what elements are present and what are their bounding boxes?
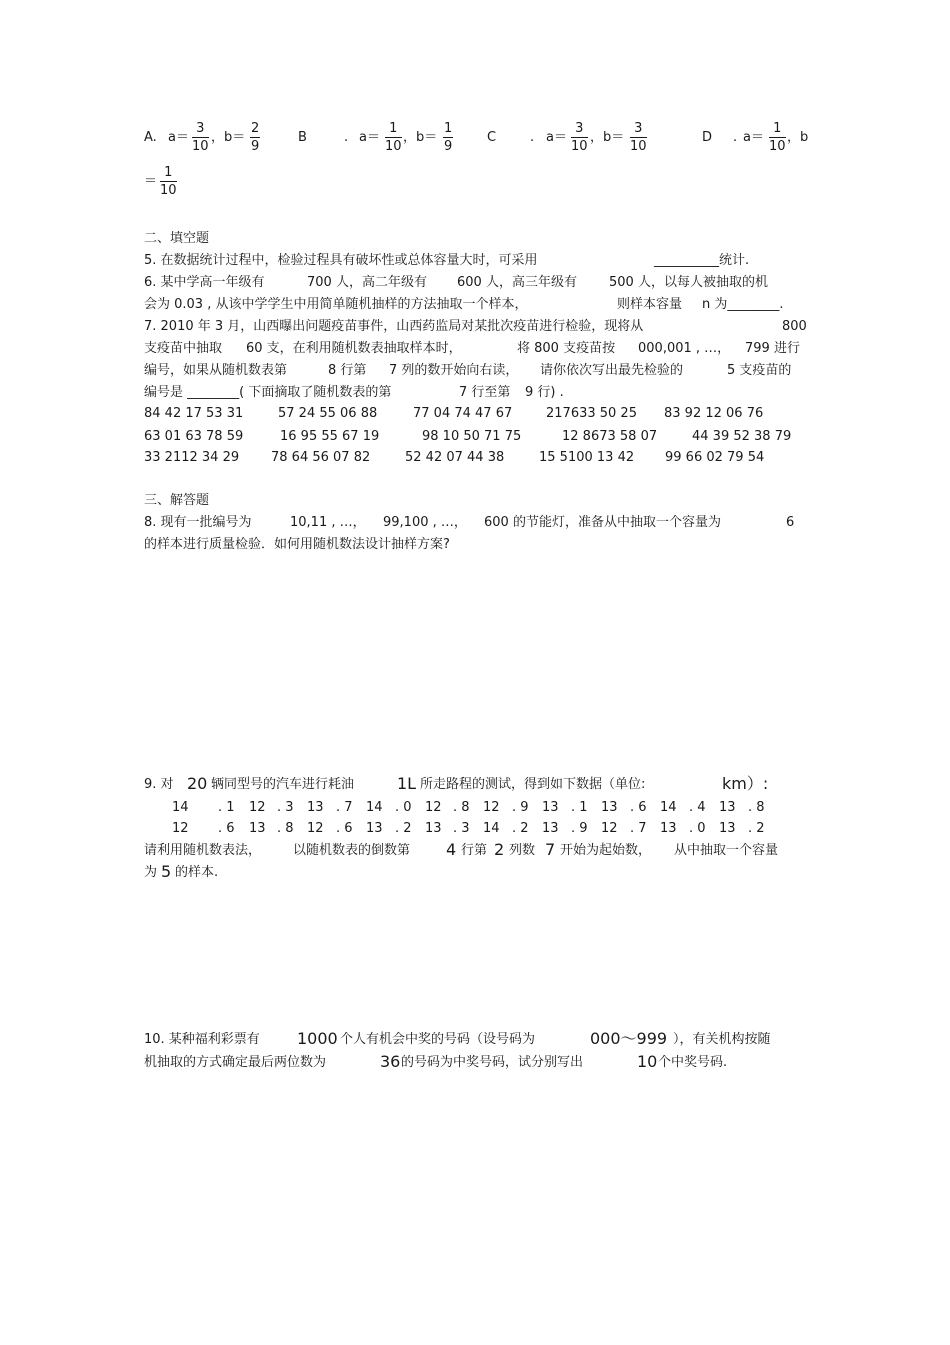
q9-value: . 6 [218, 821, 235, 836]
q9-value: 13 [660, 821, 677, 836]
q10-text-2e: 个中奖号码. [658, 1055, 728, 1070]
q7-text-2a: 支疫苗中抽取 [144, 341, 223, 356]
q7-text-2b: 60 支，在利用随机数表抽取样本时， [246, 341, 462, 356]
table-cell: 98 10 50 71 75 [422, 429, 522, 444]
table-cell: 63 01 63 78 59 [144, 429, 244, 444]
q9-value: 13 [366, 821, 383, 836]
q7-text-3d: 请你依次写出最先检验的 [540, 363, 684, 378]
table-cell: 57 24 55 06 88 [278, 406, 378, 421]
q8-text-1a: 8. 现有一批编号为 [144, 515, 252, 530]
table-cell: 78 64 56 07 82 [271, 450, 371, 465]
q9-value: 13 [249, 821, 266, 836]
q9-text-4c: 4 [446, 840, 457, 859]
table-cell: 99 66 02 79 54 [665, 450, 765, 465]
option-c-dot: . [530, 130, 535, 145]
option-c-b-fraction: $\frac{3}{10}$ [630, 121, 647, 154]
table-cell: 217633 50 25 [546, 406, 637, 421]
option-d-b-fraction: $\frac{1}{10}$ [160, 165, 177, 198]
q9-value: 14 [366, 800, 383, 815]
q9-value: 12 [483, 800, 500, 815]
option-d-continuation: ＝ [144, 174, 158, 189]
q9-value: 13 [425, 821, 442, 836]
q10-text-1d: 000～999 [590, 1029, 668, 1048]
q8-text-1c: 99,100 , …， [383, 515, 467, 530]
q9-value: 12 [307, 821, 324, 836]
q8-text-1d: 600 的节能灯，准备从中抽取一个容量为 [484, 515, 721, 530]
q10-text-2c: 的号码为中奖号码，试分别写出 [401, 1055, 584, 1070]
option-a-a-fraction: $\frac{3}{10}$ [192, 121, 209, 154]
table-cell: 52 42 07 44 38 [405, 450, 505, 465]
option-c-a-fraction: $\frac{3}{10}$ [571, 121, 588, 154]
q9-value: . 1 [218, 800, 235, 815]
table-cell: 33 2112 34 29 [144, 450, 240, 465]
table-cell: 77 04 74 47 67 [413, 406, 513, 421]
option-b-a-fraction: $\frac{1}{10}$ [385, 121, 402, 154]
q9-text-4f: 列数 [509, 843, 536, 858]
q9-text-4i: 从中抽取一个容量 [674, 843, 779, 858]
option-b-b-label: ，b＝ [403, 130, 438, 145]
q6-text-1b: 700 人，高二年级有 [307, 275, 427, 290]
option-c-letter: C [487, 130, 497, 145]
q9-value: . 7 [630, 821, 647, 836]
q9-value: 14 [172, 800, 189, 815]
q9-value: . 6 [336, 821, 353, 836]
q9-text-5c: 的样本. [175, 865, 219, 880]
option-d-a-fraction: $\frac{1}{10}$ [769, 121, 786, 154]
q9-text-1e: 所走路程的测试，得到如下数据（单位: [420, 777, 646, 792]
option-a-b-fraction: $\frac{2}{9}$ [251, 121, 260, 154]
q10-text-2a: 机抽取的方式确定最后两位数为 [144, 1055, 327, 1070]
q7-text-3a: 编号，如果从随机数表第 [144, 363, 288, 378]
q9-value: 13 [601, 800, 618, 815]
q7-text-1b: 800 [782, 319, 807, 334]
q9-text-4g: 7 [545, 840, 556, 859]
option-d-dot: . [733, 130, 738, 145]
q9-value: . 4 [689, 800, 706, 815]
q8-text-1e: 6 [786, 515, 795, 530]
table-cell: 84 42 17 53 31 [144, 406, 244, 421]
q9-text-5b: 5 [161, 862, 172, 881]
q5-text: 5. 在数据统计过程中，检验过程具有破坏性或总体容量大时，可采用 [144, 253, 538, 268]
q6-text-2b: 则样本容量 [617, 297, 683, 312]
q9-value: . 0 [395, 800, 412, 815]
q9-value: 12 [601, 821, 618, 836]
option-b-dot: . [344, 130, 349, 145]
option-d-letter: D [702, 130, 713, 145]
q8-text-1b: 10,11 , …， [290, 515, 366, 530]
option-a-b-label: ，b＝ [211, 130, 246, 145]
option-b-b-fraction: $\frac{1}{9}$ [444, 121, 453, 154]
section-2-heading: 二、填空题 [144, 231, 210, 246]
q7-text-4a: 编号是 ________( 下面摘取了随机数表的第 [144, 385, 392, 400]
q9-value: 13 [719, 821, 736, 836]
q7-text-4b: 7 行至第 [459, 385, 511, 400]
q6-text-1c: 600 人，高三年级有 [457, 275, 577, 290]
q10-text-1e: ），有关机构按随 [673, 1032, 771, 1047]
q9-text-1b: 20 [187, 774, 208, 793]
q9-value: 12 [425, 800, 442, 815]
option-c-a-label: a＝ [546, 130, 567, 145]
q9-value: 13 [542, 800, 559, 815]
q9-value: 14 [483, 821, 500, 836]
q9-value: 13 [542, 821, 559, 836]
q9-value: . 2 [512, 821, 529, 836]
q9-value: . 2 [395, 821, 412, 836]
q9-text-1a: 9. 对 [144, 777, 174, 792]
option-b-a-label: a＝ [359, 130, 380, 145]
q10-text-1c: 个人有机会中奖的号码（设号码为 [340, 1032, 536, 1047]
q9-text-1c: 辆同型号的汽车进行耗油 [211, 777, 355, 792]
q10-text-2b: 36 [380, 1052, 401, 1071]
table-cell: 16 95 55 67 19 [280, 429, 380, 444]
q9-value: 12 [172, 821, 189, 836]
q9-value: . 3 [277, 800, 294, 815]
q8-text-2: 的样本进行质量检验．如何用随机数法设计抽样方案? [144, 537, 450, 552]
q7-text-2c: 将 800 支疫苗按 [517, 341, 616, 356]
q9-text-4d: 行第 [461, 843, 488, 858]
q6-text-2c: n 为________. [702, 297, 784, 312]
option-a-a-label: a＝ [168, 130, 189, 145]
q6-text-1a: 6. 某中学高一年级有 [144, 275, 265, 290]
q9-value: . 7 [336, 800, 353, 815]
option-c-b-label: ，b＝ [590, 130, 625, 145]
q7-text-3c: 7 列的数开始向右读， [389, 363, 519, 378]
q7-text-2d: 000,001 , …， [638, 341, 731, 356]
option-b-letter: B [298, 130, 307, 145]
option-d-a-label: a＝ [743, 130, 764, 145]
q9-value: . 6 [630, 800, 647, 815]
q9-value: . 8 [748, 800, 765, 815]
q9-value: . 9 [512, 800, 529, 815]
q9-value: . 0 [689, 821, 706, 836]
q9-value: 13 [719, 800, 736, 815]
q9-text-5a: 为 [144, 865, 158, 880]
table-cell: 12 8673 58 07 [562, 429, 658, 444]
q7-text-2e: 799 进行 [745, 341, 800, 356]
q9-text-1f: km）: [722, 774, 769, 793]
q5-blank: __________统计. [654, 253, 750, 268]
q7-text-3e: 5 支疫苗的 [727, 363, 792, 378]
q9-text-4h: 开始为起始数， [560, 843, 652, 858]
option-d-b-label: ，b [787, 130, 809, 145]
q7-text-4c: 9 行) . [525, 385, 564, 400]
q6-text-2a: 会为 0.03 , 从该中学学生中用简单随机抽样的方法抽取一个样本， [144, 297, 528, 312]
q9-value: 14 [660, 800, 677, 815]
q7-text-1a: 7. 2010 年 3 月，山西曝出问题疫苗事件，山西药监局对某批次疫苗进行检验，现将从 [144, 319, 644, 334]
q9-text-4e: 2 [494, 840, 505, 859]
q9-value: 12 [249, 800, 266, 815]
q9-value: 13 [307, 800, 324, 815]
q9-text-4a: 请利用随机数表法， [144, 843, 262, 858]
q9-value: . 1 [571, 800, 588, 815]
q9-text-1d: 1L [397, 774, 417, 793]
q9-value: . 2 [748, 821, 765, 836]
q9-value: . 8 [277, 821, 294, 836]
q10-text-1a: 10. 某种福利彩票有 [144, 1032, 260, 1047]
table-cell: 83 92 12 06 76 [664, 406, 764, 421]
q10-text-1b: 1000 [297, 1029, 338, 1048]
table-cell: 15 5100 13 42 [539, 450, 635, 465]
q9-value: . 8 [453, 800, 470, 815]
section-3-heading: 三、解答题 [144, 493, 210, 508]
option-a-letter: A. [144, 130, 157, 145]
table-cell: 44 39 52 38 79 [692, 429, 792, 444]
q9-value: . 9 [571, 821, 588, 836]
q7-text-3b: 8 行第 [328, 363, 367, 378]
q6-text-1d: 500 人，以每人被抽取的机 [609, 275, 768, 290]
q9-text-4b: 以随机数表的倒数第 [293, 843, 411, 858]
q9-value: . 3 [453, 821, 470, 836]
q10-text-2d: 10 [637, 1052, 658, 1071]
